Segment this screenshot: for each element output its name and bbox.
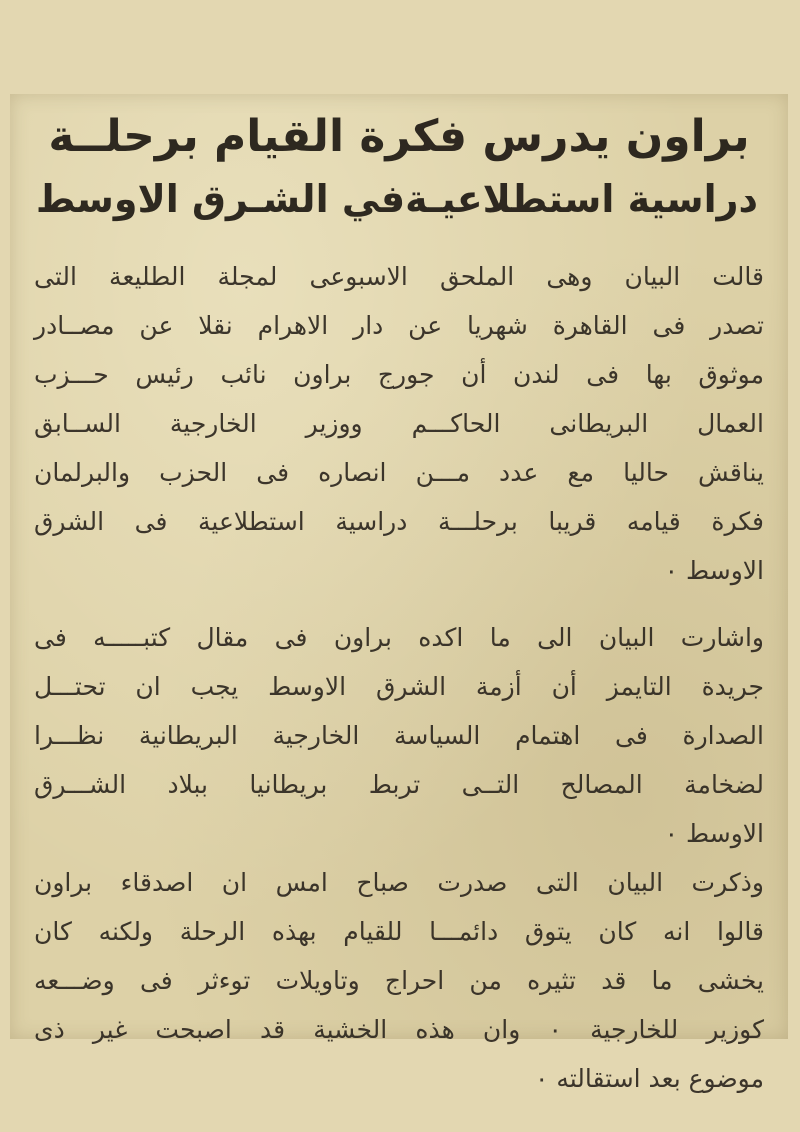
article-paragraph-2 — [10, 613, 788, 858]
text-line: الاوسط ٠ — [664, 556, 764, 585]
text-line: الاوسط ٠ — [664, 819, 764, 848]
text-line: جريدة التايمز أن أزمة الشرق الاوسط يجب ان تحتـــل — [34, 672, 764, 701]
text-line: فكرة قيامه قريبا برحلـــة دراسية استطلاعية فى الشرق — [34, 507, 764, 536]
text-line: موثوق بها فى لندن أن جورج براون نائب رئيس حـــزب — [34, 360, 764, 389]
newspaper-clipping — [10, 94, 788, 1093]
headline-line-1: براون يدرس فكرة القيام برحلــة — [48, 111, 750, 162]
text-line: قالوا انه كان يتوق دائمـــا للقيام بهذه الرحلة ولكنه كان — [34, 917, 764, 946]
text-line: كوزير للخارجية ٠ وان هذه الخشية قد اصبحت غير ذى — [34, 1015, 764, 1044]
text-line: وذكرت البيان التى صدرت صباح امس ان اصدقاء براون — [34, 868, 764, 897]
text-line: يناقش حاليا مع عدد مـــن انصاره فى الحزب والبرلمان — [34, 458, 764, 487]
text-line: يخشى ما قد تثيره من احراج وتاويلات توءثر فى وضـــعه — [34, 966, 764, 995]
headline-line-2: دراسية استطلاعيـةفي الشـرق الاوسط — [35, 177, 758, 221]
article-paragraph-3 — [10, 858, 788, 1103]
text-line: موضوع بعد استقالته ٠ — [534, 1064, 764, 1093]
text-line: لضخامة المصالح التــى تربط بريطانيا ببلاد الشـــرق — [34, 770, 764, 799]
text-line: تصدر فى القاهرة شهريا عن دار الاهرام نقلا عن مصــادر — [34, 311, 764, 340]
article-paragraph-1 — [10, 252, 788, 595]
text-line: العمال البريطانى الحاكـــم ووزير الخارجية الســابق — [34, 409, 764, 438]
text-line: واشارت البيان الى ما اكده براون فى مقال كتبـــــه فى — [34, 623, 764, 652]
text-line: الصدارة فى اهتمام السياسة الخارجية البريطانية نظـــرا — [34, 721, 764, 750]
headline — [10, 94, 788, 230]
text-line: قالت البيان وهى الملحق الاسبوعى لمجلة الطليعة التى — [34, 262, 764, 291]
